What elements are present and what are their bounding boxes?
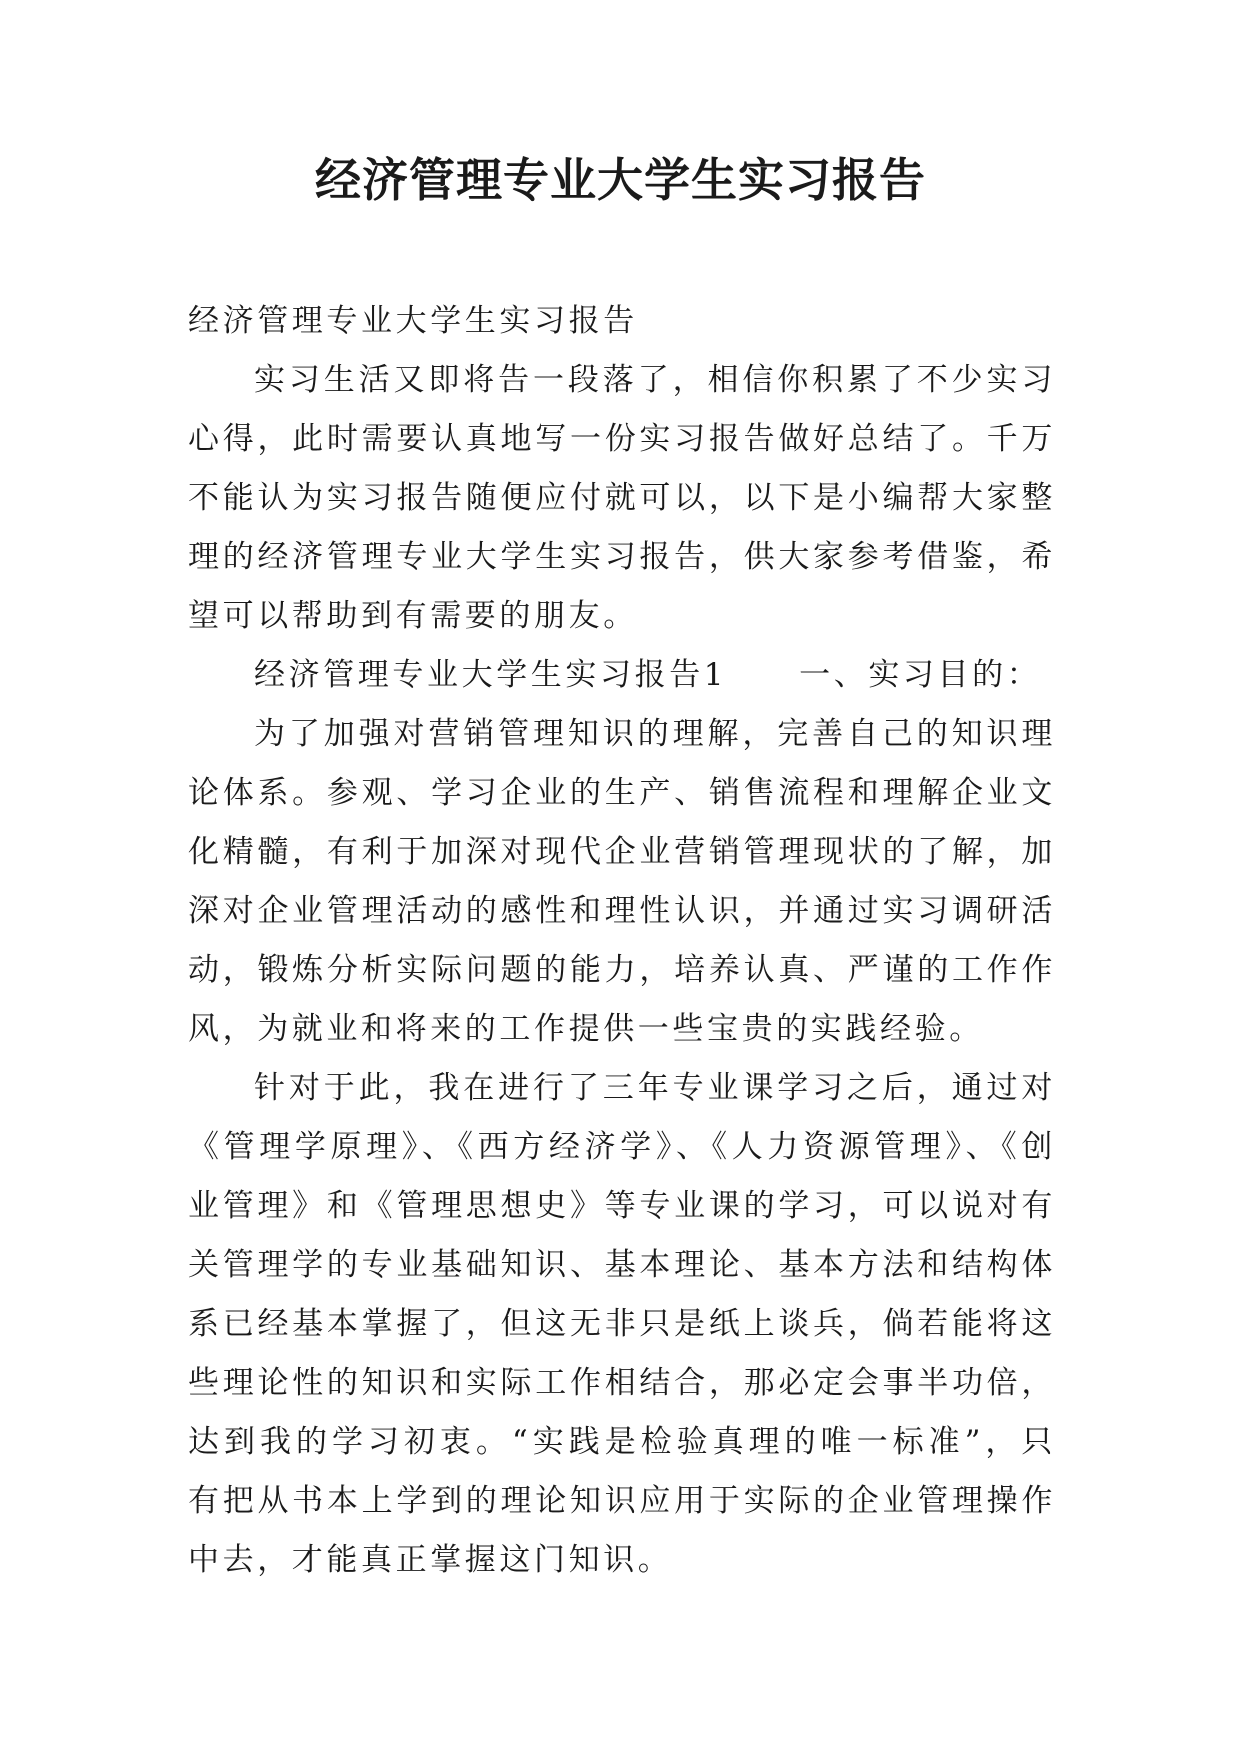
body-paragraph-study: 针对于此，我在进行了三年专业课学习之后，通过对《管理学原理》、《西方经济学》、《人力资源管理》、《创业管理》和《管理思想史》等专业课的学习，可以说对有关管理学的专业基础知识、基本理论、基本方法和结构体系已经基本掌握了，但这无非只是纸上谈兵，倘若能将这些理论性的知识和实际工作相结合，那必定会事半功倍，达到我的学习初衷。“实践是检验真理的唯一标准”，只有把从书本上学到的理论知识应用于实际的企业管理操作中去，才能真正掌握这门知识。 [188, 1070, 1056, 1578]
body-paragraph-purpose: 为了加强对营销管理知识的理解，完善自己的知识理论体系。参观、学习企业的生产、销售流程和理解企业文化精髓，有利于加深对现代企业营销管理现状的了解，加深对企业管理活动的感性和理性认识，并通过实习调研活动，锻炼分析实际问题的能力，培养认真、严谨的工作作风，为就业和将来的工作提供一些宝贵的实践经验。 [188, 716, 1056, 1047]
report-label: 经济管理专业大学生实习报告1 [254, 657, 728, 693]
intro-paragraph: 实习生活又即将告一段落了，相信你积累了不少实习心得，此时需要认真地写一份实习报告做好总结了。千万不能认为实习报告随便应付就可以，以下是小编帮大家整理的经济管理专业大学生实习报告，供大家参考借鉴，希望可以帮助到有需要的朋友。 [188, 362, 1056, 634]
document-title: 经济管理专业大学生实习报告 [315, 153, 926, 207]
document-subtitle: 经济管理专业大学生实习报告 [188, 303, 638, 339]
document-body [188, 292, 1056, 1590]
section-heading: 一、实习目的： [799, 657, 1042, 693]
section-heading-line [188, 646, 1056, 705]
